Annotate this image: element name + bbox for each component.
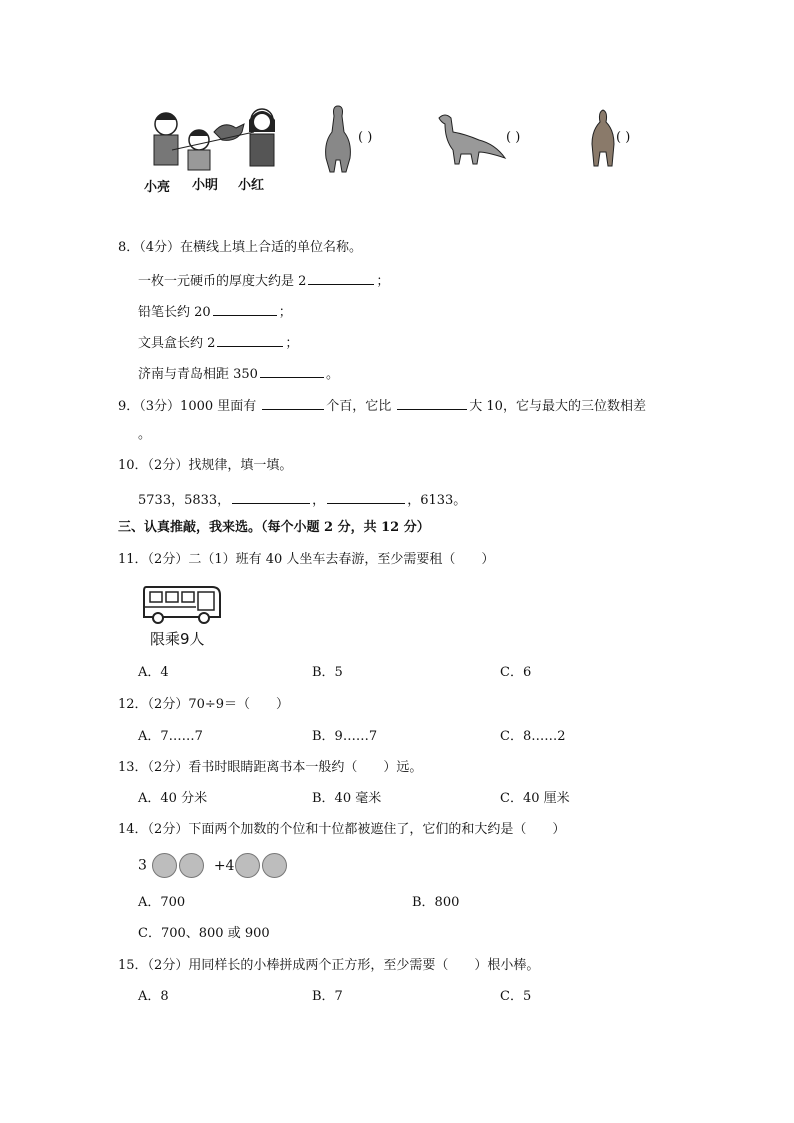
q9-text-1: 9．（3分）1000 里面有 xyxy=(118,399,257,414)
q8-line-1 xyxy=(138,271,389,291)
q9-text-3: 大 10，它与最大的三位数相差 xyxy=(469,399,646,414)
covered-digit-circle xyxy=(235,853,260,878)
q8-line-2-end: ； xyxy=(278,305,292,320)
q12-option-c[interactable]: C．8……2 xyxy=(500,729,566,744)
top-figure xyxy=(140,100,685,200)
answer-paren-3[interactable]: ( ) xyxy=(616,130,631,145)
q8-heading: 8．（4分）在横线上填上合适的单位名称。 xyxy=(118,240,363,255)
q13-option-b[interactable]: B．40 毫米 xyxy=(312,791,382,806)
dinosaur-back-icon xyxy=(588,108,618,168)
q8-blank-1[interactable] xyxy=(308,271,374,285)
q14-option-c[interactable]: C．700、800 或 900 xyxy=(138,926,270,941)
q12-heading: 12．（2分）70÷9＝（ ） xyxy=(118,697,290,712)
q15-option-a[interactable]: A．8 xyxy=(138,989,169,1004)
q10-seq-end: ，6133。 xyxy=(407,493,467,508)
q14-plus-4: +4 xyxy=(213,857,235,874)
q10-seq-start: 5733，5833， xyxy=(138,493,231,508)
bus-icon xyxy=(140,583,224,627)
q9-blank-1[interactable] xyxy=(262,396,324,410)
q15-heading: 15．（2分）用同样长的小棒拼成两个正方形，至少需要（ ）根小棒。 xyxy=(118,958,540,973)
q12-option-b[interactable]: B．9……7 xyxy=(312,729,378,744)
q15-option-b[interactable]: B．7 xyxy=(312,989,343,1004)
q8-line-1-text: 一枚一元硬币的厚度大约是 2 xyxy=(138,274,307,289)
dinosaur-side-icon xyxy=(435,110,507,166)
q14-addends xyxy=(138,853,288,878)
q13-option-a[interactable]: A．40 分米 xyxy=(138,791,208,806)
q11-option-a[interactable]: A．4 xyxy=(138,665,169,680)
q10-blank-2[interactable] xyxy=(327,490,405,504)
q8-line-2-text: 铅笔长约 20 xyxy=(138,305,211,320)
q14-option-b[interactable]: B．800 xyxy=(412,895,460,910)
covered-digit-circle xyxy=(179,853,204,878)
q11-option-b[interactable]: B．5 xyxy=(312,665,343,680)
q9-text-4: 。 xyxy=(138,427,152,442)
q13-heading: 13．（2分）看书时眼睛距离书本一般约（ ）远。 xyxy=(118,760,423,775)
q10-seq-sep: ， xyxy=(312,493,326,508)
name-label-xiaoming: 小明 xyxy=(192,178,219,193)
dinosaur-front-icon xyxy=(320,102,356,174)
q8-line-3-text: 文具盒长约 2 xyxy=(138,336,216,351)
q8-line-1-end: ； xyxy=(376,274,390,289)
section-3-title: 三、认真推敲，我来选。（每个小题 2 分，共 12 分） xyxy=(118,520,430,535)
q12-option-a[interactable]: A．7……7 xyxy=(138,729,203,744)
q8-blank-4[interactable] xyxy=(260,364,324,378)
q15-option-c[interactable]: C．5 xyxy=(500,989,532,1004)
q8-line-4-end: 。 xyxy=(325,367,339,382)
q10-blank-1[interactable] xyxy=(232,490,310,504)
name-label-xiaohong: 小红 xyxy=(238,178,265,193)
q9-blank-2[interactable] xyxy=(397,396,467,410)
q13-option-c[interactable]: C．40 厘米 xyxy=(500,791,570,806)
q10-heading: 10．（2分）找规律，填一填。 xyxy=(118,458,293,473)
q9-line-cont xyxy=(138,426,151,444)
answer-paren-2[interactable]: ( ) xyxy=(506,130,521,145)
q8-line-4 xyxy=(138,364,339,384)
answer-paren-1[interactable]: ( ) xyxy=(358,130,373,145)
q14-option-a[interactable]: A．700 xyxy=(138,895,186,910)
q8-blank-2[interactable] xyxy=(213,302,277,316)
kids-illustration xyxy=(144,102,284,174)
q8-line-2 xyxy=(138,302,292,322)
q10-sequence xyxy=(138,490,466,510)
q8-line-4-text: 济南与青岛相距 350 xyxy=(138,367,258,382)
q8-line-3 xyxy=(138,333,298,353)
q14-heading: 14．（2分）下面两个加数的个位和十位都被遮住了，它们的和大约是（ ） xyxy=(118,822,566,837)
bus-capacity-label: 限乘9人 xyxy=(150,630,205,648)
covered-digit-circle xyxy=(152,853,177,878)
q11-option-c[interactable]: C．6 xyxy=(500,665,532,680)
name-label-xiaoliang: 小亮 xyxy=(144,180,171,195)
q9-line xyxy=(118,396,646,416)
covered-digit-circle xyxy=(262,853,287,878)
q14-digit-3: 3 xyxy=(138,857,147,874)
q8-blank-3[interactable] xyxy=(217,333,283,347)
q11-heading: 11．（2分）二（1）班有 40 人坐车去春游，至少需要租（ ） xyxy=(118,552,495,567)
q9-text-2: 个百，它比 xyxy=(326,399,392,414)
q8-line-3-end: ； xyxy=(285,336,299,351)
